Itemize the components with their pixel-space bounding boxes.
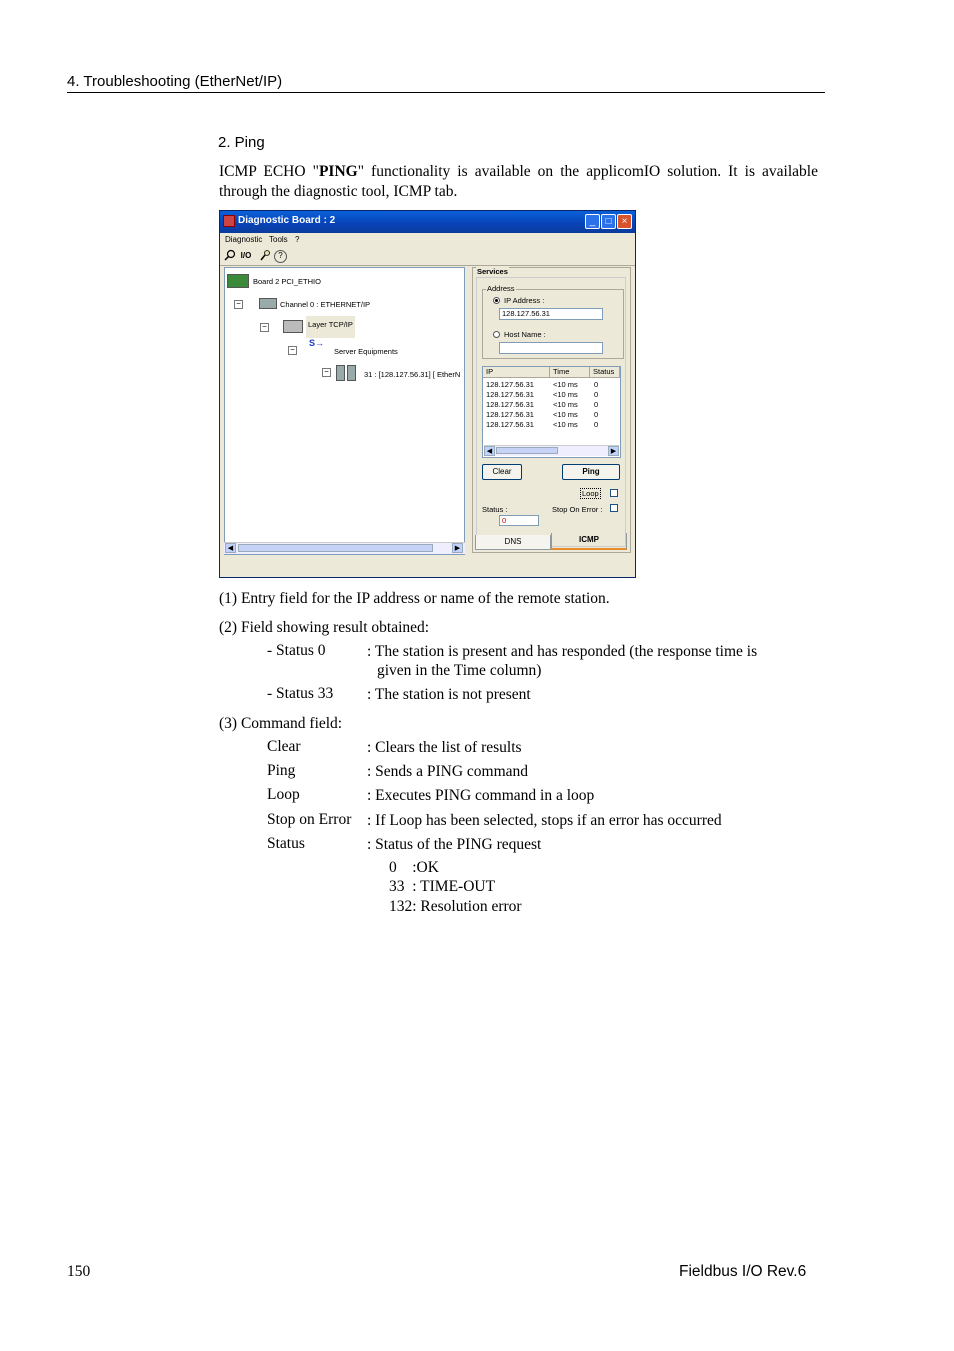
help-icon[interactable]: ? [274,250,287,263]
board-icon [227,274,249,288]
result-ip: 128.127.56.31 [486,380,534,389]
result-status: 0 [594,420,599,429]
ping-keyword: PING [318,163,358,180]
command-term: Loop [267,786,300,803]
stop-on-error-checkbox[interactable] [610,504,618,512]
command-desc: : If Loop has been selected, stops if an error has occurred [367,812,722,829]
equipment-icon [347,365,356,381]
expand-icon[interactable]: − [234,300,243,309]
status-code: 0 :OK [389,859,439,876]
command-desc: : Clears the list of results [367,739,522,756]
io-icon[interactable]: I/O [240,251,252,260]
layer-icon [283,320,303,333]
minimize-button[interactable]: _ [585,214,600,229]
probe-icon[interactable] [258,249,272,263]
results-list[interactable] [482,366,621,458]
command-term: Ping [267,762,296,779]
status-desc: : The station is not present [367,686,531,703]
result-status: 0 [594,390,599,399]
scroll-left-icon[interactable]: ◀ [484,446,495,456]
command-desc: : Status of the PING request [367,836,542,853]
result-time: <10 ms [553,400,578,409]
tree-node-server[interactable]: Server Equipments [334,347,398,356]
result-time: <10 ms [553,410,578,419]
col-ip[interactable]: IP [483,367,550,378]
status-value: 0 [499,515,539,526]
scroll-thumb[interactable] [238,544,433,552]
services-title: Services [477,267,508,276]
maximize-button[interactable]: □ [601,214,616,229]
diagnostic-window [219,210,636,578]
address-legend: Address [487,284,515,293]
status-term: - Status 33 [267,685,334,702]
result-ip: 128.127.56.31 [486,420,534,429]
host-name-label: Host Name : [504,330,546,339]
result-ip: 128.127.56.31 [486,390,534,399]
app-icon [223,215,235,227]
stop-on-error-label: Stop On Error : [552,505,603,514]
channel-icon [259,298,277,309]
server-icon: S→ [309,338,325,348]
expand-icon[interactable]: − [322,368,331,377]
result-ip: 128.127.56.31 [486,400,534,409]
command-desc: : Executes PING command in a loop [367,787,595,804]
header-rule [67,92,825,93]
col-status[interactable]: Status [590,367,620,378]
search-icon[interactable] [223,249,237,263]
scroll-right-icon[interactable]: ▶ [608,446,619,456]
tree-horizontal-scrollbar[interactable] [224,542,465,554]
tree-node-board[interactable]: Board 2 PCI_ETHIO [253,277,321,286]
doc-title: Fieldbus I/O Rev.6 [679,1263,807,1280]
command-term: Stop on Error [267,811,352,828]
ip-address-radio[interactable] [493,297,500,304]
intro-paragraph: ICMP ECHO "PING" functionality is available on the applicomIO solution. It is available through the diagnostic tool, ICMP tab. [219,163,818,200]
status-code: 132: Resolution error [389,898,522,915]
col-time[interactable]: Time [550,367,590,378]
running-header: 4. Troubleshooting (EtherNet/IP) [67,73,283,90]
host-name-input[interactable] [499,342,603,354]
status-label: Status : [482,505,508,514]
status-desc-cont: given in the Time column) [377,662,542,679]
command-desc: : Sends a PING command [367,763,529,780]
command-term: Status [267,835,305,852]
host-name-radio[interactable] [493,331,500,338]
close-button[interactable]: × [617,214,632,229]
loop-checkbox[interactable] [610,489,618,497]
result-status: 0 [594,380,599,389]
loop-label: Loop [582,489,599,498]
ip-address-label: IP Address : [504,296,545,305]
result-time: <10 ms [553,390,578,399]
scroll-left-icon[interactable]: ◀ [225,543,236,553]
expand-icon[interactable]: − [260,323,269,332]
menu-bar [220,233,635,246]
scroll-right-icon[interactable]: ▶ [452,543,463,553]
command-term: Clear [267,738,301,755]
scroll-thumb[interactable] [496,447,558,454]
tree-node-layer[interactable]: Layer TCP/IP [306,316,355,338]
caption-1: (1) Entry field for the IP address or name of the remote station. [219,590,610,607]
equipment-icon [336,365,345,381]
status-desc: : The station is present and has responded (the response time is [367,643,758,660]
result-time: <10 ms [553,420,578,429]
window-title: Diagnostic Board : 2 [238,215,336,226]
clear-button[interactable]: Clear [482,464,522,480]
result-status: 0 [594,400,599,409]
caption-2: (2) Field showing result obtained: [219,619,430,636]
tree-node-equipment[interactable]: 31 : [128.127.56.31] [ EtherN [364,370,461,379]
menu-tools[interactable]: Tools [269,235,288,244]
section-title: 2. Ping [218,134,265,151]
tree-view[interactable] [224,267,465,555]
menu-help[interactable]: ? [295,235,300,244]
results-scrollbar[interactable] [484,445,619,456]
result-time: <10 ms [553,380,578,389]
expand-icon[interactable]: − [288,346,297,355]
page-number: 150 [67,1263,91,1280]
title-bar [220,211,635,233]
toolbar [220,247,635,266]
caption-3: (3) Command field: [219,715,343,732]
tab-dns[interactable]: DNS [475,535,551,550]
menu-diagnostic[interactable]: Diagnostic [225,235,263,244]
status-term: - Status 0 [267,642,326,659]
ping-button[interactable]: Ping [562,464,620,480]
result-ip: 128.127.56.31 [486,410,534,419]
status-code: 33 : TIME-OUT [389,878,496,895]
tab-icmp[interactable]: ICMP [551,533,627,550]
tree-node-channel[interactable]: Channel 0 : ETHERNET/IP [280,300,371,309]
result-status: 0 [594,410,599,419]
ip-address-input[interactable]: 128.127.56.31 [499,308,603,320]
